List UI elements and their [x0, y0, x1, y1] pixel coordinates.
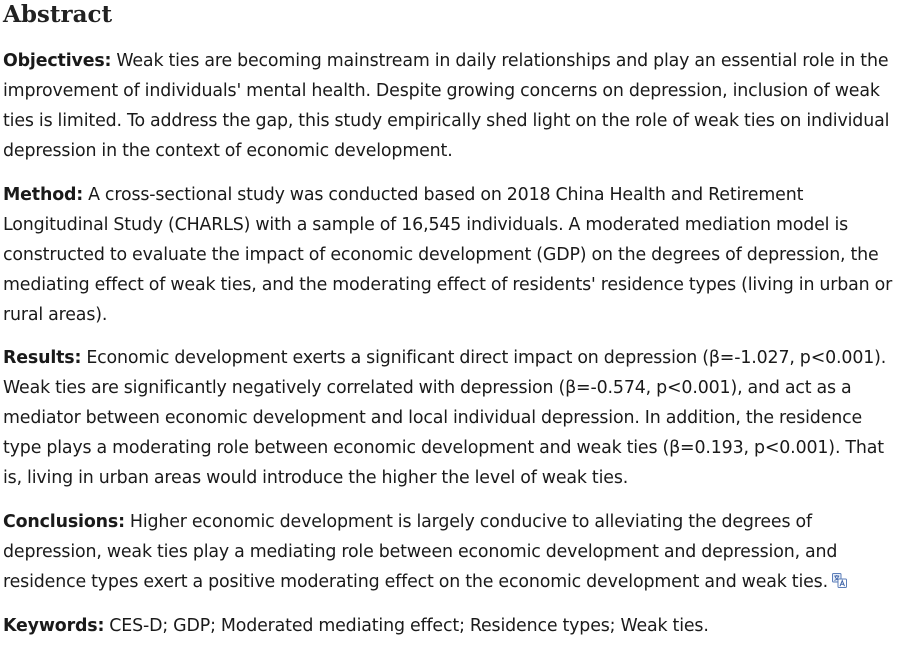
method-paragraph — [3, 180, 903, 330]
objectives-label: Objectives: — [3, 51, 112, 71]
conclusions-text: Higher economic development is largely conducive to alleviating the degrees of depression, weak ties play a mediating role between economic development and depression, and residence types exert a positive moderating effect on the economic development and weak ties. — [3, 512, 838, 592]
keywords-text: CES-D; GDP; Moderated mediating effect; Residence types; Weak ties. — [109, 616, 709, 636]
keywords-paragraph — [3, 611, 903, 641]
results-label: Results: — [3, 348, 82, 368]
results-paragraph — [3, 343, 903, 493]
abstract-section — [3, 0, 903, 641]
translate-icon[interactable] — [832, 568, 847, 583]
method-label: Method: — [3, 185, 84, 205]
keywords-label: Keywords: — [3, 616, 105, 636]
conclusions-paragraph — [3, 507, 903, 597]
objectives-text: Weak ties are becoming mainstream in daily relationships and play an essential role in the improvement of individuals' mental health. Despite growing concerns on depression, inclusion of weak ties is limited. To address the gap, this study empirically shed light on the role of weak ties on individual depression in the context of economic development. — [3, 51, 890, 161]
abstract-heading: Abstract — [3, 1, 113, 28]
conclusions-label: Conclusions: — [3, 512, 125, 532]
results-text: Economic development exerts a significant direct impact on depression (β=-1.027, p<0.001). Weak ties are significantly negatively correlated with depression (β=-0.574, p<0.001), and act as a mediator between economic development and local individual depression. In addition, the residence type plays a moderating role between economic development and weak ties (β=0.193, p<0.001). That is, living in urban areas would introduce the higher the level of weak ties. — [3, 348, 887, 488]
objectives-paragraph — [3, 46, 903, 166]
method-text: A cross-sectional study was conducted based on 2018 China Health and Retirement Longitudinal Study (CHARLS) with a sample of 16,545 individuals. A moderated mediation model is constructed to evaluate the impact of economic development (GDP) on the degrees of depression, the mediating effect of weak ties, and the moderating effect of residents' residence types (living in urban or rural areas). — [3, 185, 893, 325]
